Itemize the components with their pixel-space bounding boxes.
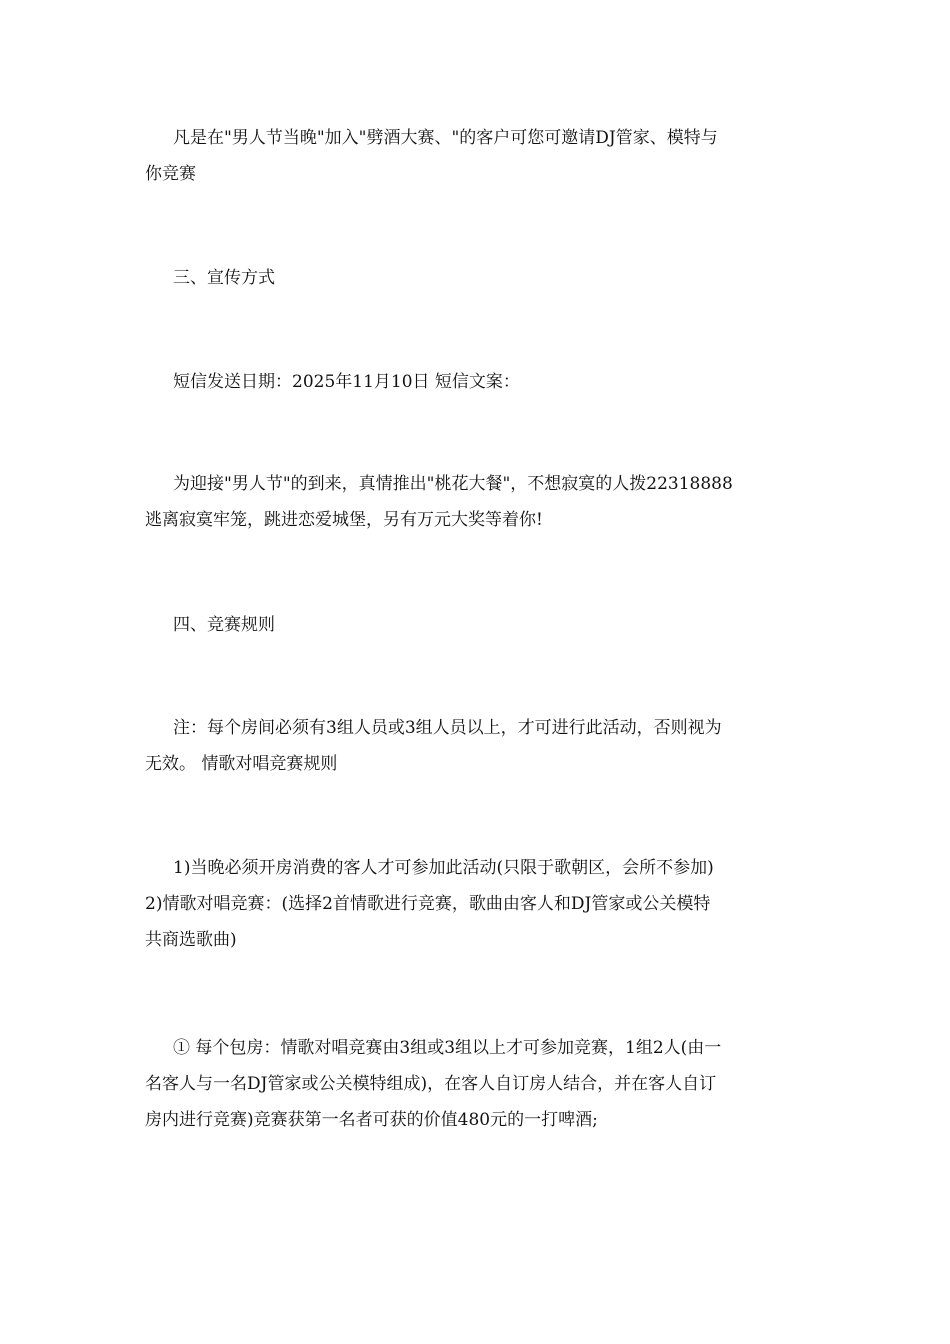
paragraph-line: 2)情歌对唱竞赛：(选择2首情歌进行竞赛，歌曲由客人和DJ管家或公关模特 <box>145 894 711 914</box>
paragraph-line: 共商选歌曲) <box>145 930 237 950</box>
paragraph-line: 名客人与一名DJ管家或公关模特组成)，在客人自订房人结合，并在客人自订 <box>145 1074 717 1094</box>
paragraph-line: 1)当晚必须开房消费的客人才可参加此活动(只限于歌朝区，会所不参加) <box>173 858 714 878</box>
paragraph-line: 无效。 情歌对唱竞赛规则 <box>145 754 338 774</box>
paragraph-line: 为迎接"男人节"的到来，真情推出"桃花大餐"，不想寂寞的人拨22318888 <box>173 474 733 494</box>
paragraph-line: 房内进行竞赛)竞赛获第一名者可获的价值480元的一打啤酒; <box>145 1110 598 1130</box>
paragraph-line: 凡是在"男人节当晚"加入"劈酒大赛、"的客户可您可邀请DJ管家、模特与 <box>173 128 718 148</box>
paragraph-private-room-contest <box>145 1030 805 1138</box>
paragraph-sms-copy <box>145 466 805 538</box>
paragraph-line: ① 每个包房：情歌对唱竞赛由3组或3组以上才可参加竞赛，1组2人(由一 <box>173 1038 722 1058</box>
paragraph-line: 注：每个房间必须有3组人员或3组人员以上，才可进行此活动，否则视为 <box>173 718 722 738</box>
paragraph-sms-date <box>145 364 805 400</box>
paragraph-line: 你竞赛 <box>145 164 196 184</box>
paragraph-duet-rules <box>145 850 805 958</box>
section-heading-rules <box>145 607 805 643</box>
paragraph-men-day-contest <box>145 120 805 192</box>
paragraph-room-note <box>145 710 805 782</box>
section-heading-promotion <box>145 260 805 296</box>
paragraph-line: 逃离寂寞牢笼，跳进恋爱城堡，另有万元大奖等着你! <box>145 510 543 530</box>
paragraph-line: 短信发送日期：2025年11月10日 短信文案： <box>173 372 520 392</box>
heading-text: 四、竞赛规则 <box>173 615 275 635</box>
heading-text: 三、宣传方式 <box>173 268 275 288</box>
